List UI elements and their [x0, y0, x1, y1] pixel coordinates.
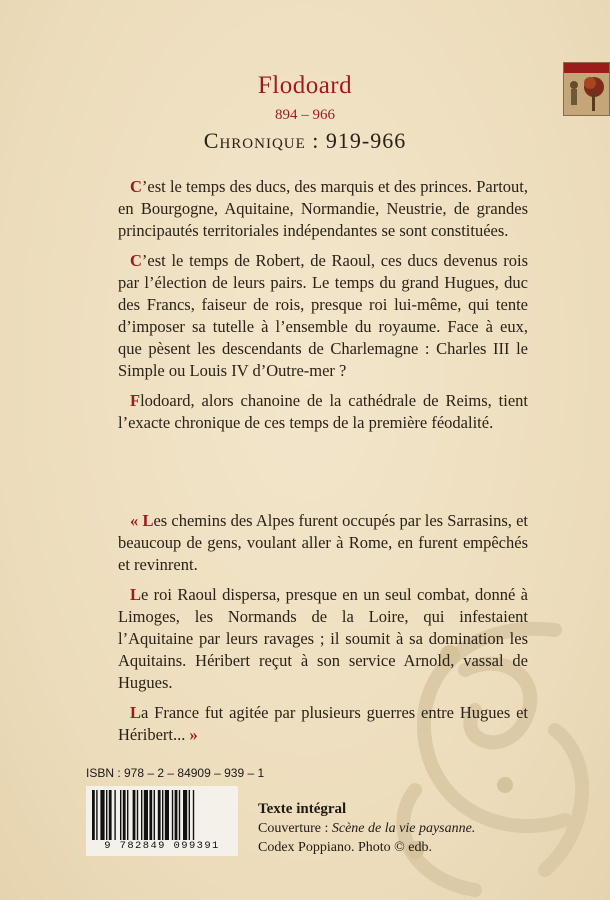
drop-cap: C — [130, 177, 142, 196]
close-quote: » — [189, 725, 198, 744]
cover-label: Couverture : — [258, 821, 332, 836]
cover-credit-line — [258, 819, 518, 838]
title-block — [0, 72, 610, 154]
cover-title: Scène de la vie paysanne. — [331, 821, 476, 836]
barcode-bar — [114, 790, 115, 840]
barcode-bar — [109, 790, 112, 840]
barcode-bar — [127, 790, 128, 840]
barcode-bar — [175, 790, 178, 840]
book-title: Chronique : 919-966 — [203, 128, 407, 153]
drop-cap: F — [130, 391, 141, 410]
barcode-bar — [96, 790, 97, 840]
quote-paragraph-1 — [118, 510, 528, 576]
barcode-bar — [100, 790, 104, 840]
credits-block — [258, 800, 518, 857]
barcode-bar — [149, 790, 152, 840]
paragraph-text: e roi Raoul dispersa, presque en un seul combat, donné à Limoges, les Normands de la Loire, qui infestaient l’Aquitaine par leurs ravages ; il soumit à sa domination les Aquitains. Héribert reçut à son service Arnold, vassal de Hugues. — [118, 585, 528, 692]
drop-cap: L — [130, 703, 142, 722]
barcode-bar — [123, 790, 126, 840]
paragraph-text: es chemins des Alpes furent occupés par les Sarrasins, et beaucoup de gens, voulant aller à Rome, en furent empêchés et revinrent. — [118, 511, 528, 574]
credits-heading: Texte intégral — [258, 801, 347, 817]
quote-paragraph-2 — [118, 584, 528, 694]
paragraph-text: ’est le temps des ducs, des marquis et des princes. Partout, en Bourgogne, Aquitaine, Normandie, Neustrie, de grandes principautés territoriales indépendantes se sont constituées. — [118, 177, 528, 240]
barcode-bar — [158, 790, 161, 840]
barcode-bar — [189, 790, 190, 840]
barcode-bar — [165, 790, 169, 840]
barcode-bar — [144, 790, 148, 840]
barcode-bar — [193, 790, 194, 840]
intro-paragraph-1 — [118, 176, 528, 242]
barcode-digits: 9 782849 099391 — [86, 840, 238, 856]
quotation-block — [118, 510, 528, 754]
barcode-bar — [120, 790, 121, 840]
barcode-bar — [183, 790, 187, 840]
barcode-bar — [162, 790, 163, 840]
barcode-bar — [106, 790, 107, 840]
intro-paragraph-2 — [118, 250, 528, 382]
author-dates: 894 – 966 — [275, 107, 335, 123]
barcode-bar — [137, 790, 138, 840]
barcode-bar — [179, 790, 180, 840]
barcode-bar — [141, 790, 142, 840]
barcode-bar — [172, 790, 173, 840]
intro-text — [118, 176, 528, 442]
intro-paragraph-3 — [118, 390, 528, 434]
paragraph-text: ’est le temps de Robert, de Raoul, ces ducs devenus rois par l’élection de leurs pairs. Le temps du grand Hugues, duc des Francs, faiseur de rois, presque roi lui-même, qui tente d’imposer sa tutelle à l’ensemble du royaume. Face à eux, que pèsent les descendants de Charlemagne : Charles III le Simple ou Louis IV d’Outre-mer ? — [118, 251, 528, 380]
drop-cap: L — [130, 585, 142, 604]
paragraph-text: a France fut agitée par plusieurs guerres entre Hugues et Héribert... — [118, 703, 528, 744]
drop-cap: L — [142, 511, 154, 530]
barcode-bar — [154, 790, 155, 840]
quote-paragraph-3 — [118, 702, 528, 746]
paragraph-text: lodoard, alors chanoine de la cathédrale de Reims, tient l’exacte chronique de ces temps de la première féodalité. — [118, 391, 528, 432]
author-name: Flodoard — [257, 72, 353, 99]
drop-cap: C — [130, 251, 142, 270]
barcode-bar — [92, 790, 95, 840]
barcode-bar — [133, 790, 136, 840]
open-quote: « — [130, 511, 143, 530]
isbn-number: ISBN : 978 – 2 – 84909 – 939 – 1 — [86, 766, 265, 780]
photo-credit-line: Codex Poppiano. Photo © edb. — [258, 840, 432, 855]
